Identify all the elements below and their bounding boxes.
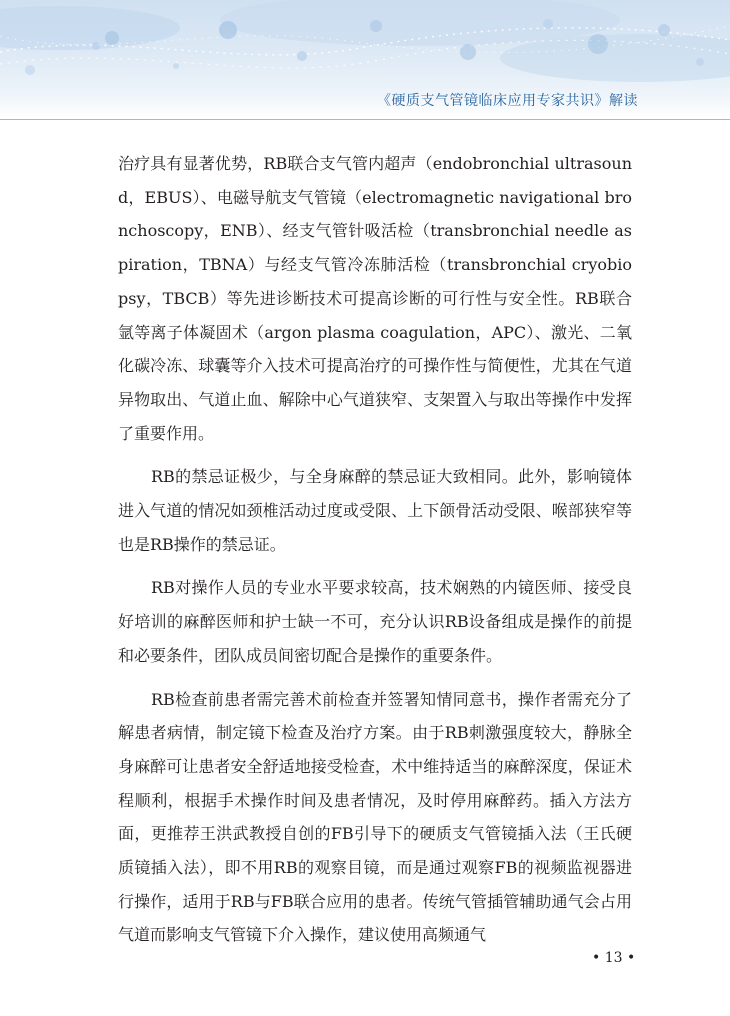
paragraph-3: RB对操作人员的专业水平要求较高，技术娴熟的内镜医师、接受良好培训的麻醉医师和护士缺一不可，充分认识RB设备组成是操作的前提和必要条件，团队成员间密切配合是操作的重要条件。 [118,578,632,665]
running-header-title: 《硬质支气管镜临床应用专家共识》解读 [377,93,638,109]
page-number: • 13 • [592,950,636,966]
header-banner [0,0,730,118]
header-divider [0,119,730,120]
paragraph-4: RB检查前患者需完善术前检查并签署知情同意书，操作者需充分了解患者病情，制定镜下检查及治疗方案。由于RB刺激强度较大，静脉全身麻醉可让患者安全舒适地接受检查，术中维持适当的麻醉深度，保证术程顺利，根据手术操作时间及患者情况，及时停用麻醉药。插入方法方面，更推荐王洪武教授自创的FB引导下的硬质支气管镜插入法（王氏硬质镜插入法），即不用RB的观察目镜，而是通过观察FB的视频监视器进行操作，适用于RB与FB联合应用的患者。传统气管插管辅助通气会占用气道而影响支气管镜下介入操作，建议使用高频通气 [118,689,632,945]
paragraph-2: RB的禁忌证极少，与全身麻醉的禁忌证大致相同。此外，影响镜体进入气道的情况如颈椎活动过度或受限、上下颌骨活动受限、喉部狭窄等也是RB操作的禁忌证。 [118,467,632,554]
paragraph-1: 治疗具有显著优势，RB联合支气管内超声（endobronchial ultrasound，EBUS）、电磁导航支气管镜（electromagnetic navigational bronchoscopy，ENB）、经支气管针吸活检（transbronchial needle aspiration，TBNA）与经支气管冷冻肺活检（transbronchial cryobiopsy，TBCB）等先进诊断技术可提高诊断的可行性与安全性。RB联合氩等离子体凝固术（argon plasma coagulation，APC）、激光、二氧化碳冷冻、球囊等介入技术可提高治疗的可操作性与简便性，尤其在气道异物取出、气道止血、解除中心气道狭窄、支架置入与取出等操作中发挥了重要作用。 [118,154,632,443]
body-text [118,147,632,962]
